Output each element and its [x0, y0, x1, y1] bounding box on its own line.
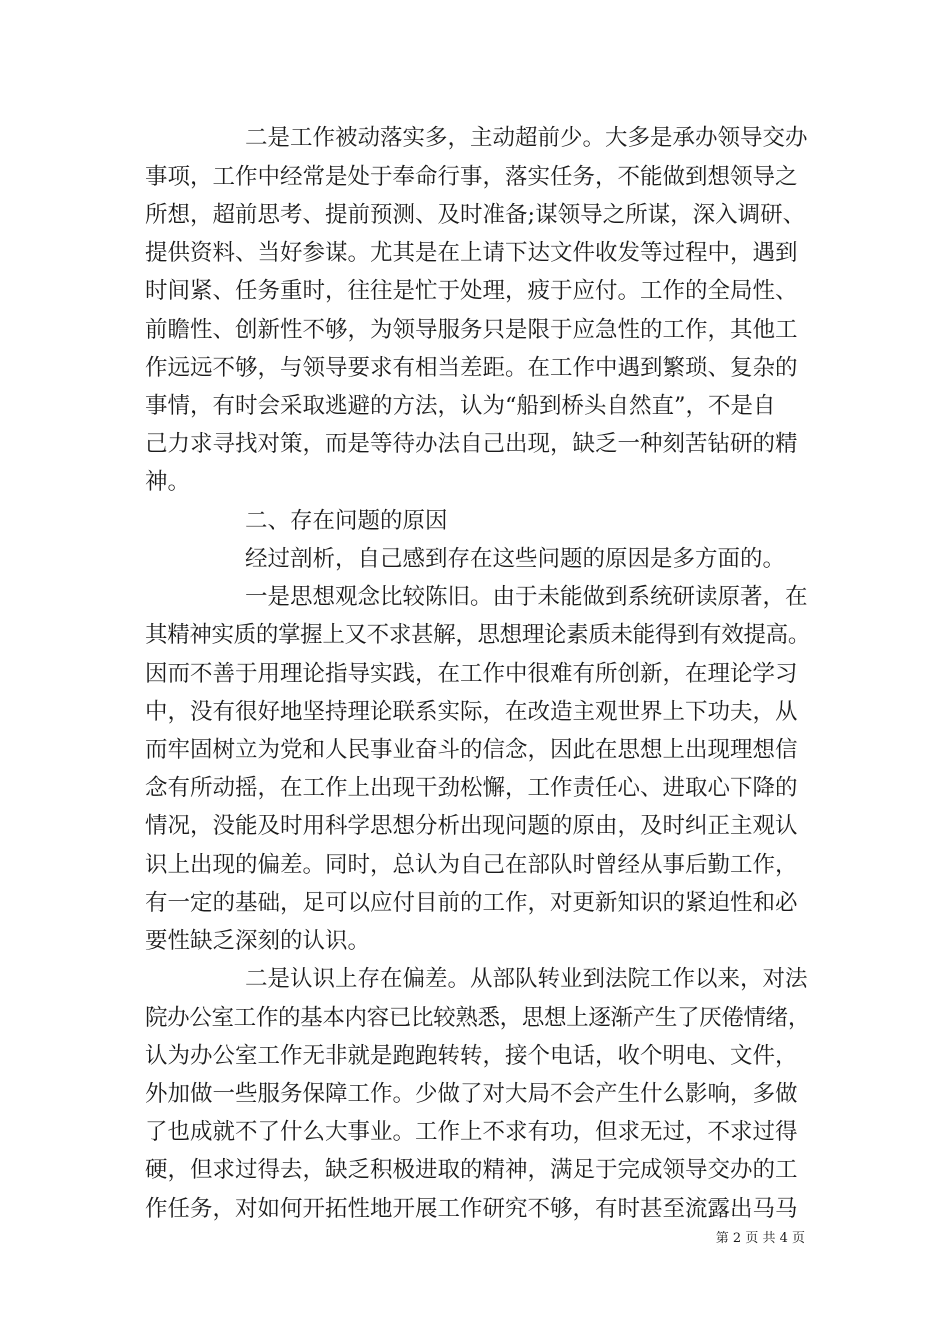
text-line: 一是思想观念比较陈旧。由于未能做到系统研读原著，在 [245, 584, 808, 610]
text-line: 时间紧、任务重时，往往是忙于处理，疲于应付。工作的全局性、 [145, 278, 798, 304]
text-line: 有一定的基础，足可以应付目前的工作，对更新知识的紧迫性和必 [145, 890, 798, 916]
text-line: 事项，工作中经常是处于奉命行事，落实任务，不能做到想领导之 [145, 164, 798, 190]
text-line: 前瞻性、创新性不够，为领导服务只是限于应急性的工作，其他工 [145, 317, 798, 343]
text-line: 作任务，对如何开拓性地开展工作研究不够，有时甚至流露出马马 [145, 1196, 798, 1222]
text-line: 二是认识上存在偏差。从部队转业到法院工作以来，对法 [245, 966, 808, 992]
text-line: 己力求寻找对策，而是等待办法自己出现，缺乏一种刻苦钻研的精 [145, 431, 798, 457]
text-line: 事情，有时会采取逃避的方法，认为“船到桥头自然直”，不是自 [145, 393, 776, 419]
text-line: 而牢固树立为党和人民事业奋斗的信念，因此在思想上出现理想信 [145, 737, 798, 763]
text-line: 因而不善于用理论指导实践，在工作中很难有所创新，在理论学习 [145, 661, 798, 687]
text-line: 认为办公室工作无非就是跑跑转转，接个电话，收个明电、文件， [145, 1043, 798, 1069]
text-line: 院办公室工作的基本内容已比较熟悉，思想上逐渐产生了厌倦情绪， [145, 1005, 811, 1031]
text-line: 外加做一些服务保障工作。少做了对大局不会产生什么影响，多做 [145, 1081, 798, 1107]
text-line: 中，没有很好地坚持理论联系实际，在改造主观世界上下功夫，从 [145, 699, 798, 725]
text-line: 作远远不够，与领导要求有相当差距。在工作中遇到繁琐、复杂的 [145, 355, 798, 381]
text-line: 识上出现的偏差。同时，总认为自己在部队时曾经从事后勤工作， [145, 852, 798, 878]
text-line: 提供资料、当好参谋。尤其是在上请下达文件收发等过程中，遇到 [145, 240, 798, 266]
section-heading: 二、存在问题的原因 [245, 508, 448, 534]
text-line: 神。 [145, 469, 191, 495]
text-line: 要性缺乏深刻的认识。 [145, 928, 371, 954]
text-line: 其精神实质的掌握上又不求甚解，思想理论素质未能得到有效提高。 [145, 622, 811, 648]
text-line: 念有所动摇，在工作上出现干劲松懈，工作责任心、进取心下降的 [145, 775, 798, 801]
text-line: 二是工作被动落实多，主动超前少。大多是承办领导交办 [245, 125, 808, 151]
text-line: 硬，但求过得去，缺乏积极进取的精神，满足于完成领导交办的工 [145, 1157, 798, 1183]
page-number: 第 2 页 共 4 页 [715, 1231, 805, 1246]
text-line: 所想，超前思考、提前预测、及时准备;谋领导之所谋，深入调研、 [145, 202, 806, 228]
text-line: 情况，没能及时用科学思想分析出现问题的原由，及时纠正主观认 [145, 813, 798, 839]
text-line: 了也成就不了什么大事业。工作上不求有功，但求无过，不求过得 [145, 1119, 798, 1145]
text-line: 经过剖析，自己感到存在这些问题的原因是多方面的。 [245, 546, 786, 572]
